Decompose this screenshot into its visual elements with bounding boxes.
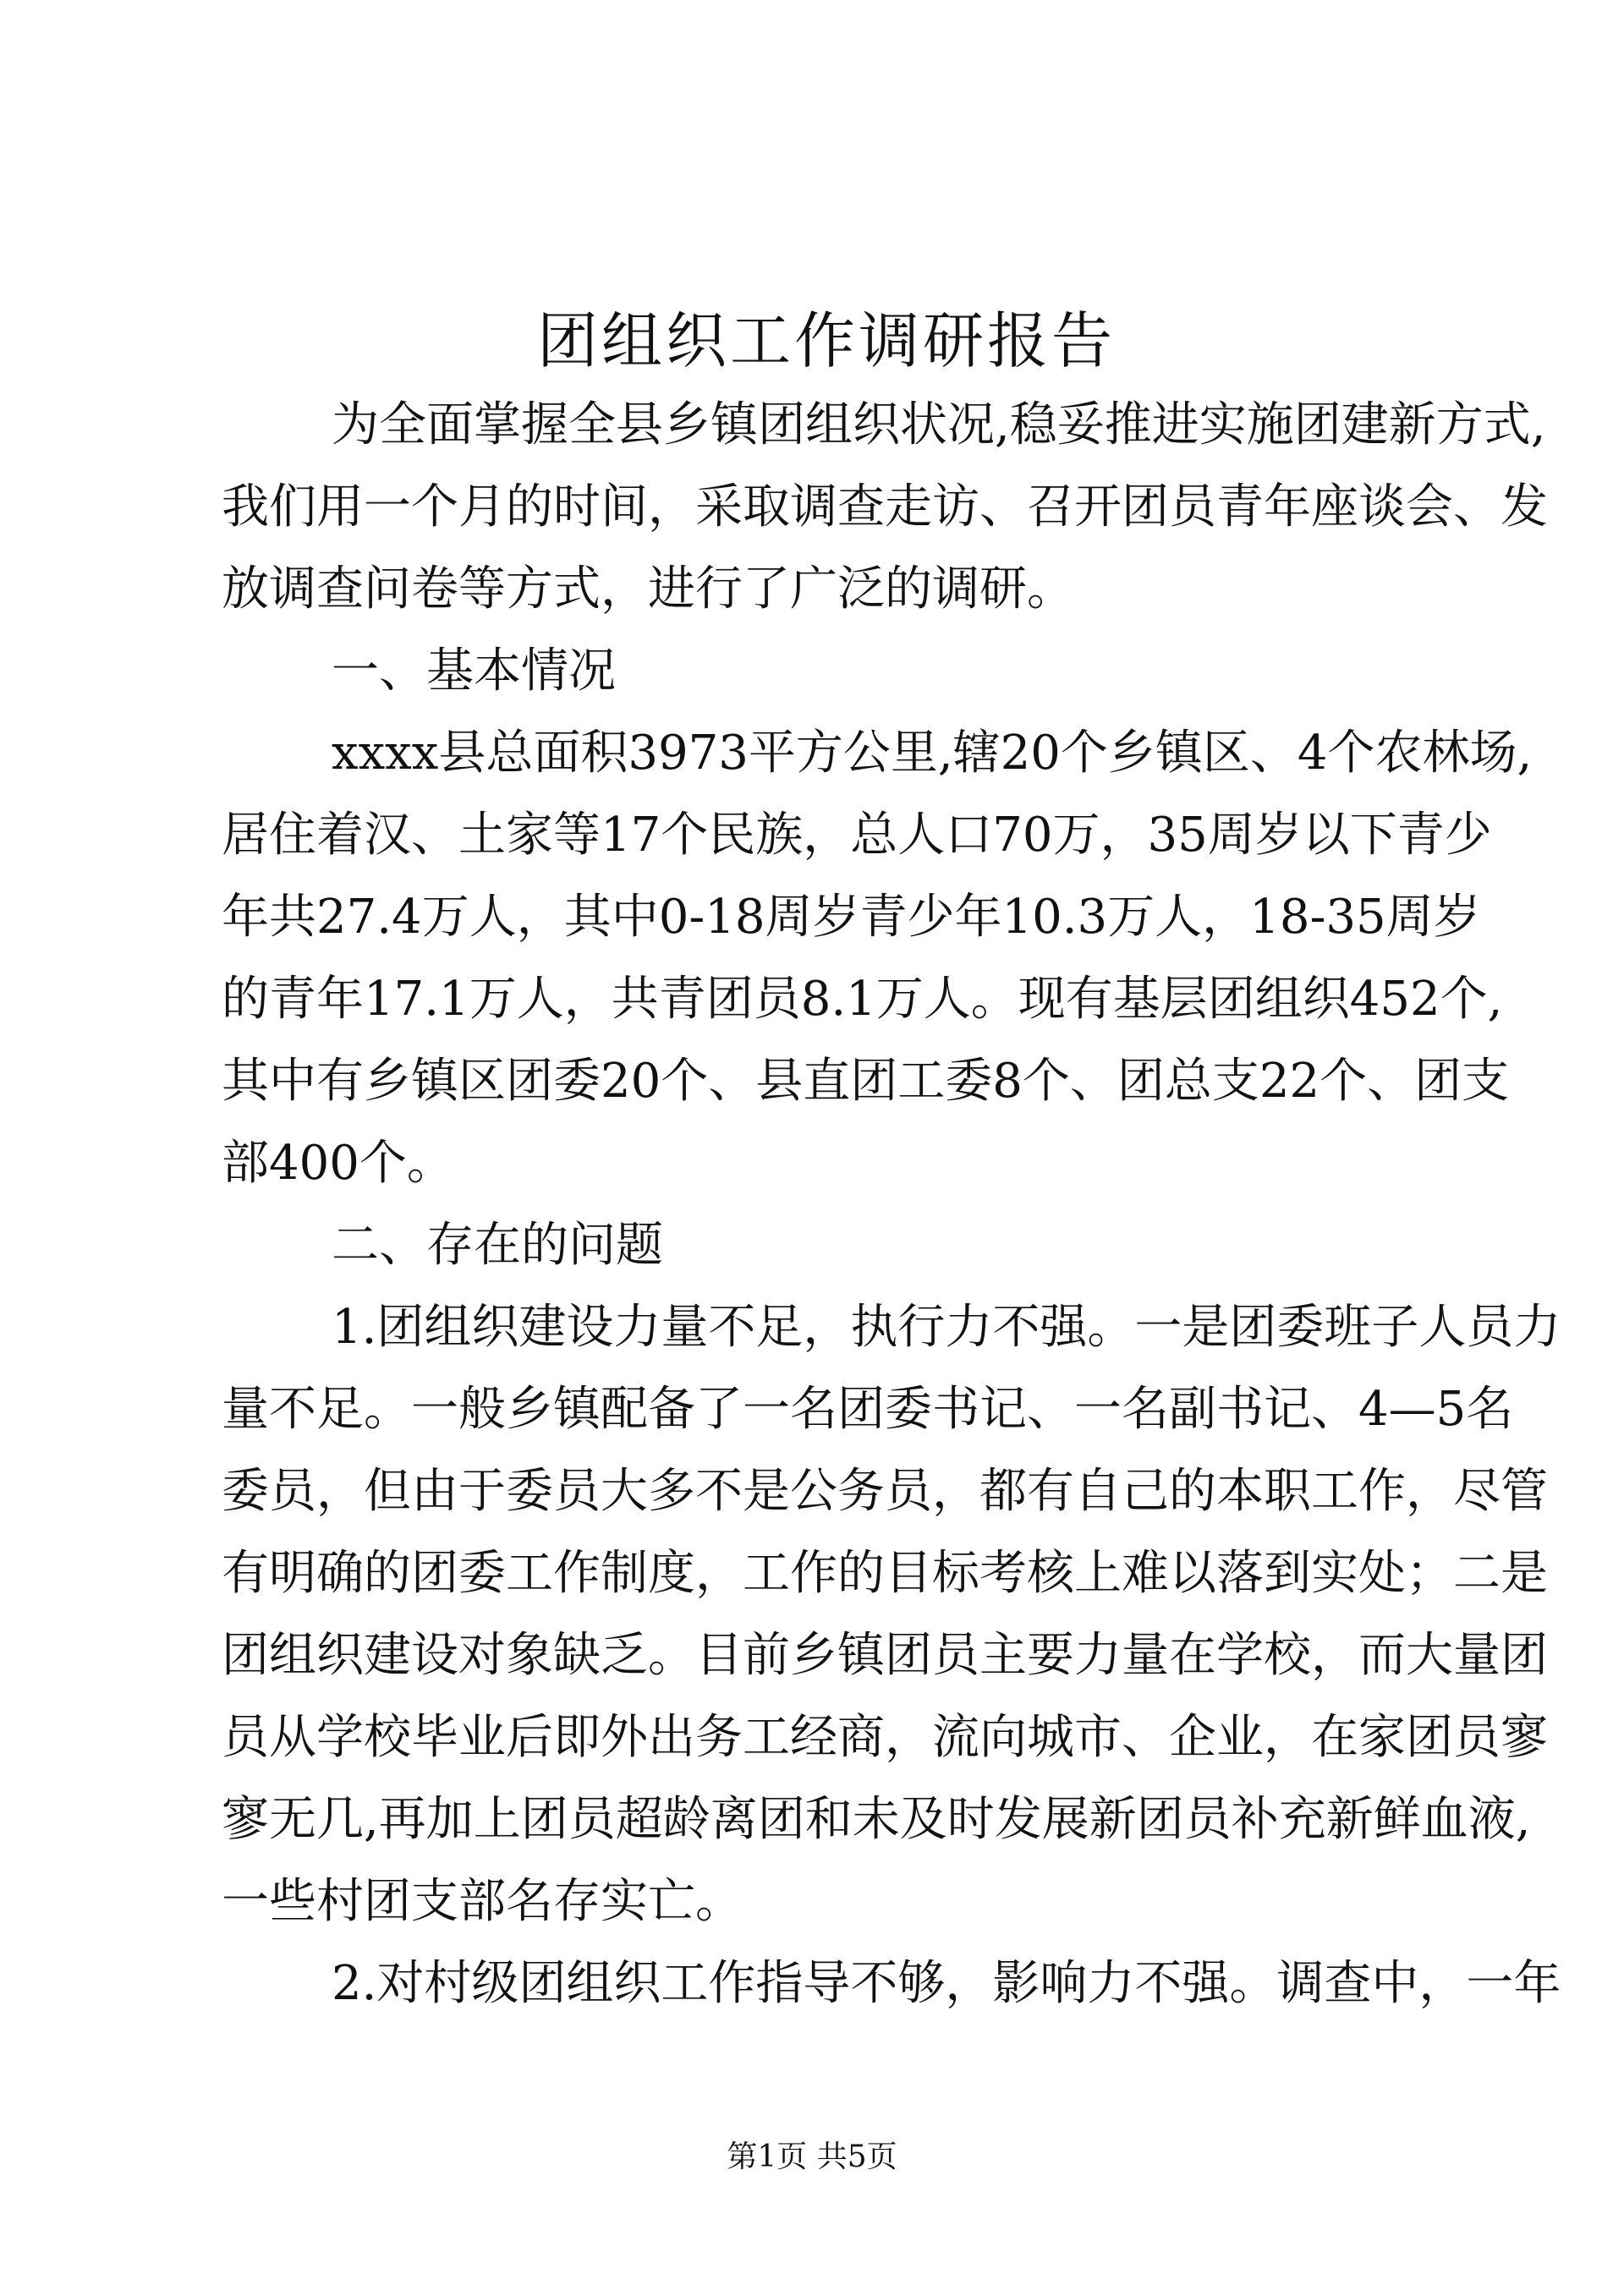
text-line: 2.对村级团组织工作指导不够，影响力不强。调查中，一年 [332,1956,1561,2011]
text-line: 二、存在的问题 [332,1218,663,1273]
text-line: 一些村团支部名存实亡。 [222,1874,743,1929]
text-line: 有明确的团委工作制度，工作的目标考核上难以落到实处；二是 [222,1546,1548,1601]
text-line: xxxx县总面积3973平方公里,辖20个乡镇区、4个农林场, [332,726,1533,781]
text-line: 委员，但由于委员大多不是公务员，都有自己的本职工作，尽管 [222,1464,1548,1519]
text-line: 部400个。 [222,1136,454,1191]
text-line: 我们用一个月的时间，采取调查走访、召开团员青年座谈会、发 [222,479,1548,534]
text-line: 年共27.4万人，其中0-18周岁青少年10.3万人，18-35周岁 [222,890,1481,945]
document-body [222,384,1561,2025]
text-line: 放调查问卷等方式，进行了广泛的调研。 [222,562,1074,616]
text-line: 寥无几,再加上团员超龄离团和未及时发展新团员补充新鲜血液, [222,1792,1531,1847]
text-line: 为全面掌握全县乡镇团组织状况,稳妥推进实施团建新方式, [332,397,1546,452]
page-footer: 第1页 共5页 [727,2140,897,2174]
text-line: 员从学校毕业后即外出务工经商，流向城市、企业，在家团员寥 [222,1710,1548,1765]
document-title: 团组织工作调研报告 [536,305,1116,376]
text-line: 量不足。一般乡镇配备了一名团委书记、一名副书记、4—5名 [222,1382,1514,1437]
text-line: 居住着汉、土家等17个民族，总人口70万，35周岁以下青少 [222,808,1492,863]
text-line: 团组织建设对象缺乏。目前乡镇团员主要力量在学校，而大量团 [222,1628,1548,1683]
text-line: 一、基本情况 [332,644,616,699]
text-line: 的青年17.1万人，共青团员8.1万人。现有基层团组织452个, [222,972,1503,1027]
text-line: 1.团组织建设力量不足，执行力不强。一是团委班子人员力 [332,1300,1561,1355]
text-line: 其中有乡镇区团委20个、县直团工委8个、团总支22个、团支 [222,1054,1510,1109]
